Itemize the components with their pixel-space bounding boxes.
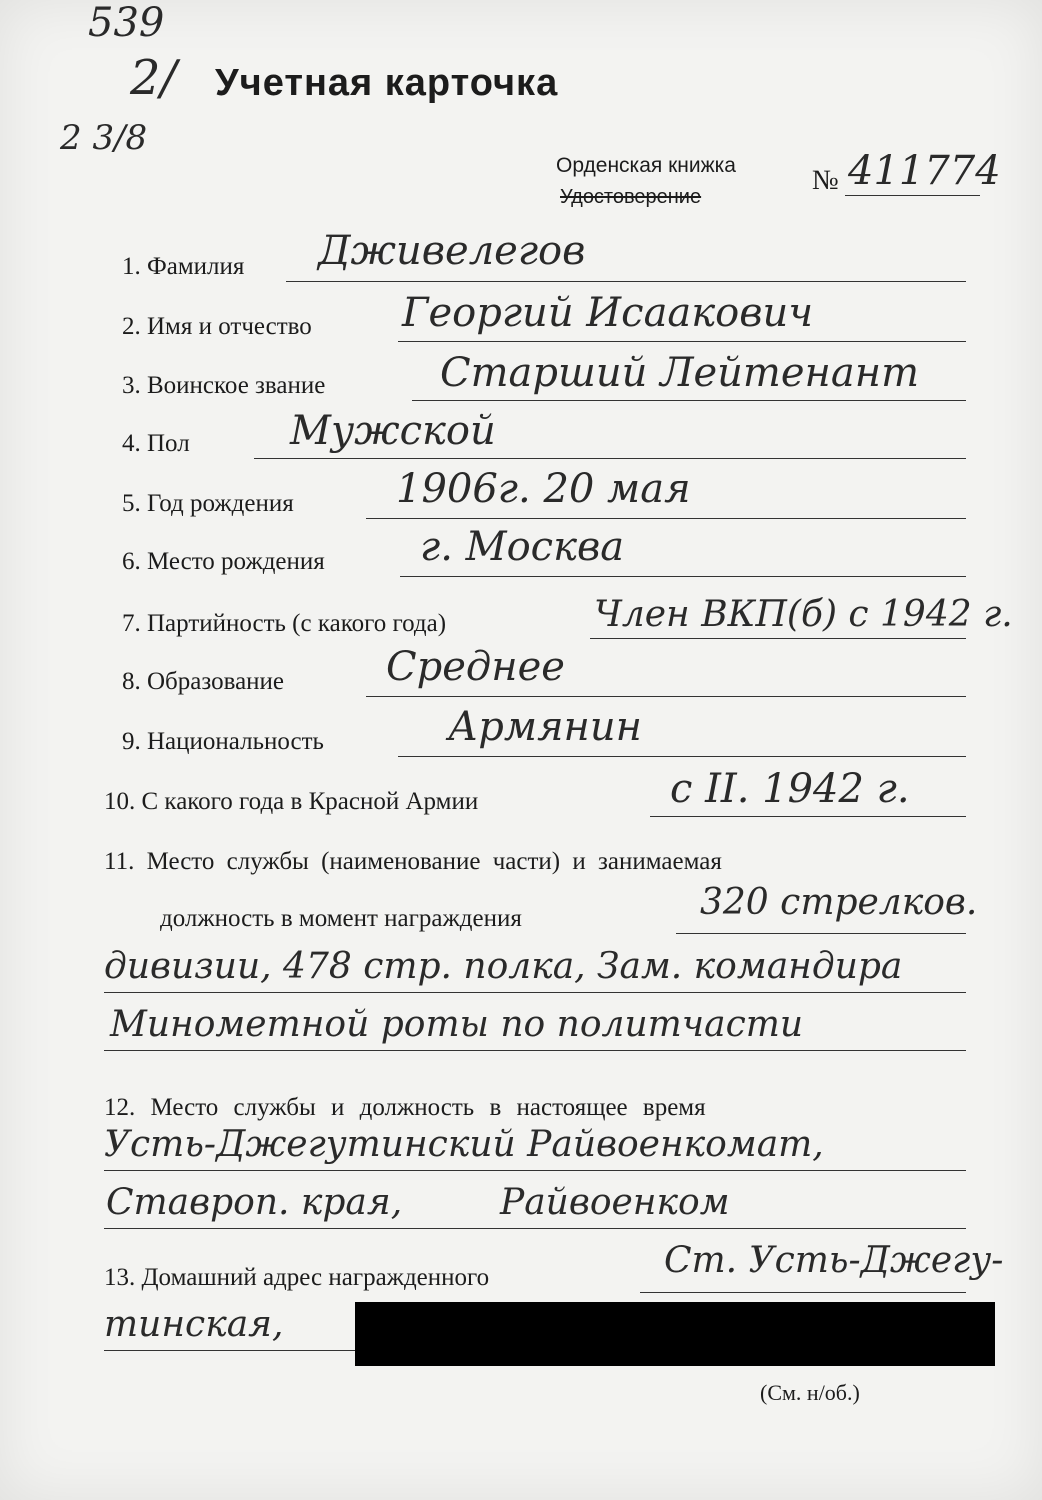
field-name-value: Георгий Исаакович <box>402 290 814 336</box>
field-service-line-2 <box>104 992 966 993</box>
field-education-value: Среднее <box>386 644 565 690</box>
field-surname-line <box>286 281 966 282</box>
field-service-label-1: 11. Место службы (наименование части) и занимаемая <box>104 848 722 875</box>
field-current-value-3: Райвоенком <box>500 1182 730 1223</box>
field-education-line <box>366 696 966 697</box>
field-army-since-value: с II. 1942 г. <box>670 766 910 812</box>
field-surname-label: 1. Фамилия <box>122 253 245 280</box>
field-current-line-1 <box>104 1170 966 1171</box>
field-service-value-1: 320 стрелков. <box>700 882 978 923</box>
field-education-label: 8. Образование <box>122 668 285 695</box>
field-army-since-line <box>650 816 966 817</box>
field-party-label: 7. Партийность (с какого года) <box>122 610 447 637</box>
sheet-note: 2/ <box>130 50 177 106</box>
field-nationality-line <box>398 756 966 757</box>
field-service-value-3: Минометной роты по политчасти <box>110 1004 804 1045</box>
field-current-label: 12. Место службы и должность в настоящее время <box>104 1094 706 1121</box>
field-party-value: Член ВКП(б) с 1942 г. <box>594 594 1013 635</box>
field-current-line-2 <box>104 1228 966 1229</box>
field-sex-label: 4. Пол <box>122 430 190 457</box>
field-sex-value: Мужской <box>290 408 496 454</box>
field-rank-value: Старший Лейтенант <box>440 350 920 396</box>
doc-type-primary: Орденская книжка <box>556 154 736 177</box>
field-service-value-2: дивизии, 478 стр. полка, Зам. командира <box>104 946 903 987</box>
field-sex-line <box>254 458 966 459</box>
field-name-label: 2. Имя и отчество <box>122 313 312 340</box>
doc-type-struck: Удостоверение <box>560 186 702 208</box>
field-service-line-1 <box>676 933 966 934</box>
doc-number-label: № <box>812 165 839 196</box>
field-party-line <box>590 638 966 639</box>
field-birthplace-value: г. Москва <box>420 524 625 570</box>
field-service-label-2: должность в момент награждения <box>160 905 522 932</box>
field-service-line-3 <box>104 1050 966 1051</box>
field-birthyear-label: 5. Год рождения <box>122 490 294 517</box>
field-rank-label: 3. Воинское звание <box>122 372 326 399</box>
field-name-line <box>398 341 966 342</box>
field-nationality-label: 9. Национальность <box>122 728 324 755</box>
field-birthplace-label: 6. Место рождения <box>122 548 325 575</box>
field-address-value-2: тинская, <box>104 1304 284 1345</box>
field-rank-line <box>412 400 966 401</box>
field-current-value-1: Усть-Джегутинский Райвоенкомат, <box>104 1124 824 1165</box>
field-army-since-label: 10. С какого года в Красной Армии <box>104 788 479 815</box>
doc-number-value: 411774 <box>848 148 1001 194</box>
doc-number-line <box>845 195 980 196</box>
field-surname-value: Дживелегов <box>318 228 586 274</box>
footer-note: (См. н/об.) <box>760 1380 860 1405</box>
field-current-value-2: Ставроп. края, <box>106 1182 403 1223</box>
field-nationality-value: Армянин <box>448 704 643 750</box>
field-birthyear-value: 1906г. 20 мая <box>396 466 691 512</box>
archive-number: 539 <box>88 0 165 46</box>
field-address-line-1 <box>640 1292 966 1293</box>
field-birthyear-line <box>366 518 966 519</box>
field-address-value-1: Ст. Усть-Джегу- <box>664 1240 1004 1281</box>
field-address-label: 13. Домашний адрес награжденного <box>104 1264 490 1291</box>
field-birthplace-line <box>400 576 966 577</box>
card-title: Учетная карточка <box>215 62 559 104</box>
redaction-block <box>355 1302 995 1366</box>
ref-note: 2 3/8 <box>60 118 148 158</box>
